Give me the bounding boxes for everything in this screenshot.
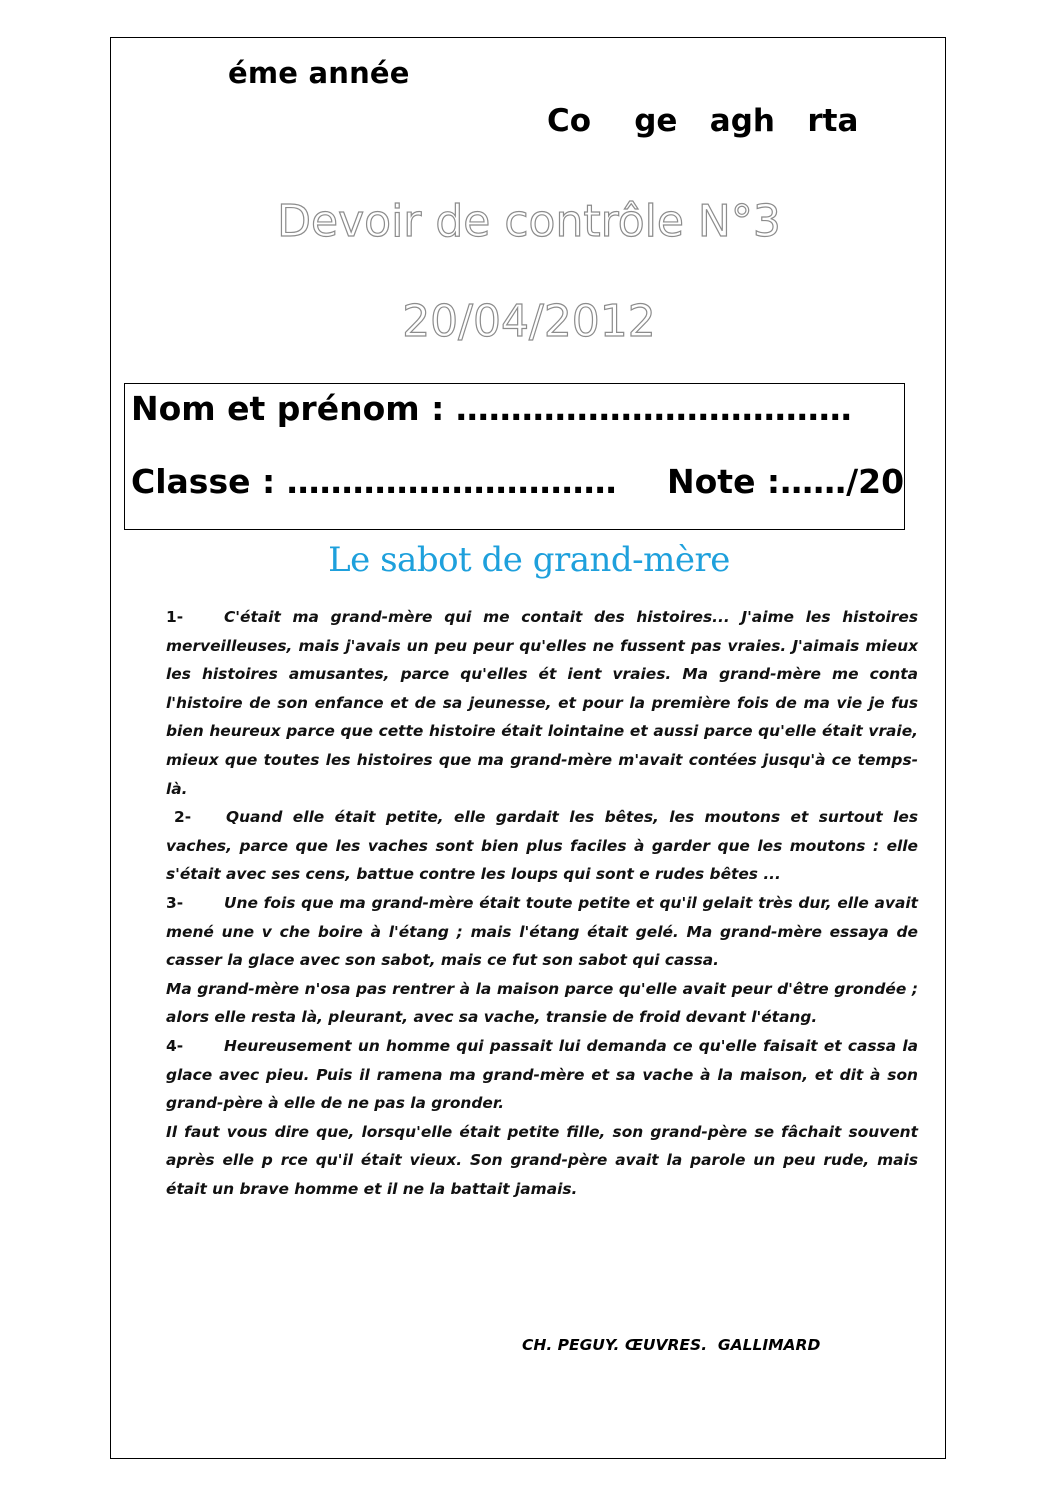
school-name: Co ge agh rta xyxy=(547,103,859,139)
paragraph-1 xyxy=(166,603,918,803)
reading-passage xyxy=(166,603,918,1203)
class-field-line: Classe : ………………………… xyxy=(131,462,617,501)
paragraph-text: Heureusement un homme qui passait lui demanda ce qu'elle faisait et cassa la glace avec pieu. Puis il ramena ma grand-mère et sa vache à la maison, et dit à son grand-père à elle de ne pas la gronder. xyxy=(166,1036,918,1113)
paragraph-text: C'était ma grand-mère qui me contait des histoires... J'aime les histoires merveilleuses, mais j'avais un peu peur qu'elles ne fussent pas vraies. J'aimais mieux les histoires amusantes, parce qu'elles ét ient vraies. Ma grand-mère me conta l'histoire de son enfance et de sa jeunesse, et pour la première fois de ma vie je fus bien heureux parce que cette histoire était lointaine et aussi parce qu'elle était vraie, mieux que toutes les histoires que ma grand-mère m'avait contées jusqu'à ce temps-là. xyxy=(166,608,918,798)
paragraph-number: 2- xyxy=(174,808,192,827)
paragraph-text: Une fois que ma grand-mère était toute petite et qu'il gelait très dur, elle avait mené une v che boire à l'étang ; mais l'étang était gelé. Ma grand-mère essaya de casser la glace avec son sabot, mais ce fut son sabot qui cassa. xyxy=(166,893,918,970)
source-citation: CH. PEGUY. ŒUVRES. GALLIMARD xyxy=(522,1336,821,1354)
paragraph-number: 3- xyxy=(166,893,184,912)
paragraph-3-continued xyxy=(166,975,918,1032)
grade-field-line: Note :……/20 xyxy=(667,462,905,501)
exam-title: Devoir de contrôle N°3 xyxy=(277,196,781,247)
paragraph-3 xyxy=(166,889,918,975)
name-field-line: Nom et prénom : ……………………………… xyxy=(131,389,852,428)
grade-level: éme année xyxy=(228,56,410,90)
paragraph-number: 1- xyxy=(166,608,184,626)
paragraph-text: Quand elle était petite, elle gardait les bêtes, les moutons et surtout les vaches, parce que les vaches sont bien plus faciles à garder que les moutons : elle s'était avec ses cens, battue contre les loups qui sont e rudes bêtes ... xyxy=(166,808,918,884)
exam-date: 20/04/2012 xyxy=(402,296,656,347)
paragraph-text: Ma grand-mère n'osa pas rentrer à la maison parce qu'elle avait peur d'être grondée ; alors elle resta là, pleurant, avec sa vache, transie de froid devant l'étang. xyxy=(166,979,918,1027)
paragraph-number: 4- xyxy=(166,1036,184,1055)
text-title: Le sabot de grand-mère xyxy=(328,540,730,580)
paragraph-4-continued xyxy=(166,1118,918,1204)
paragraph-4 xyxy=(166,1032,918,1118)
paragraph-text: Il faut vous dire que, lorsqu'elle était petite fille, son grand-père se fâchait souvent après elle p rce qu'il était vieux. Son grand-père avait la parole un peu rude, mais était un brave homme et il ne la battait jamais. xyxy=(166,1122,918,1198)
paragraph-2 xyxy=(166,803,918,889)
